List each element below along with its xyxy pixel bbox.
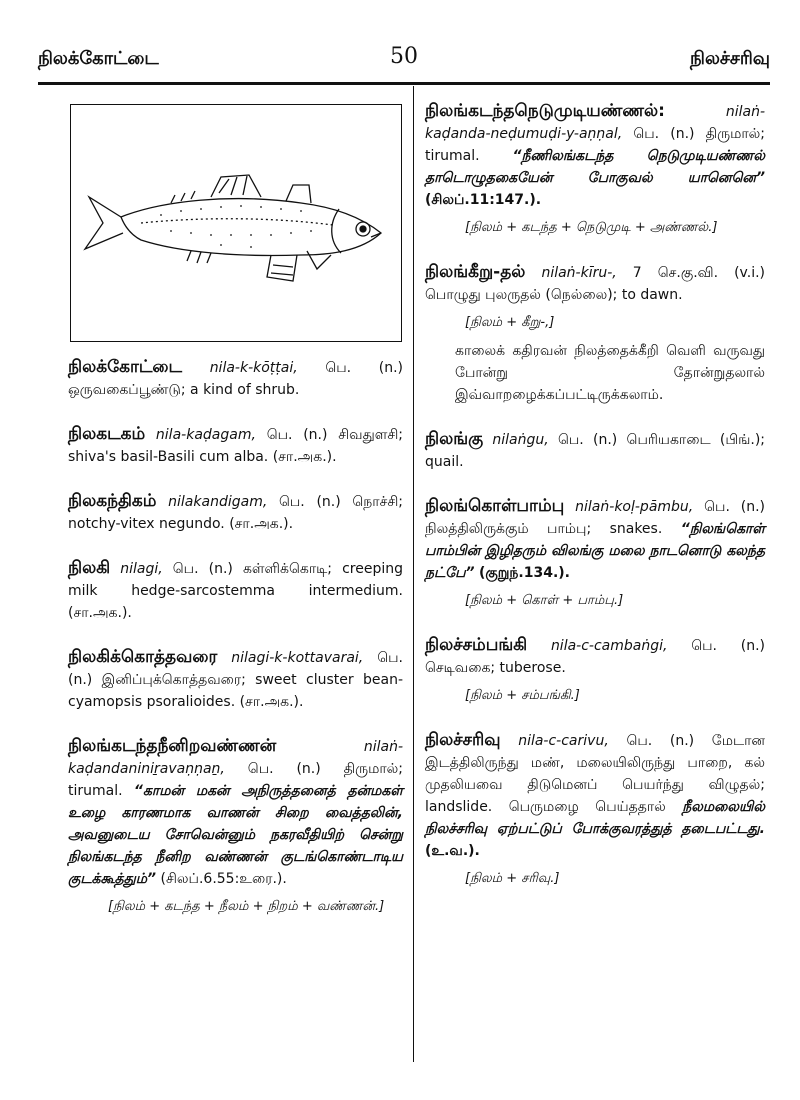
transliteration: nila-k-kōṭṭai, [209, 360, 298, 376]
transliteration: nilaṅ-kaḍandaniniṟavaṇṇaṉ, [68, 739, 403, 777]
definition: பெ. (n.) ஒருவகைப்பூண்டு; a kind of shrub. [68, 360, 403, 398]
entry-nilankiru [425, 261, 765, 406]
headword: நிலச்சம்பங்கி [425, 635, 528, 655]
header-right-guideword: நிலச்சரிவு [690, 48, 770, 69]
headword: நிலகடகம் [68, 424, 146, 444]
headword: நிலங்கு [425, 429, 484, 449]
entry-nilacchambangi [425, 634, 765, 707]
column-divider [413, 86, 414, 1062]
etymology: [நிலம் + கடந்த + நீலம் + நிறம் + வண்ணன்.] [108, 899, 385, 914]
fish-figure [70, 104, 402, 342]
definition: பெ. (n.) இனிப்புக்கொத்தவரை; sweet cluster bean-cyamopsis psoralioides. [68, 650, 403, 710]
definition: பெ. (n.) நிலத்திலிருக்கும் பாம்பு; snakes. [425, 499, 766, 537]
entry-nilangu [425, 428, 765, 473]
source-ref: (சா.அக.). [272, 449, 337, 465]
headword: நிலங்கீறு-தல் [425, 262, 526, 282]
etymology: [நிலம் + கீறு-,] [465, 315, 555, 330]
source-ref: (குறுந்.134.). [478, 565, 570, 581]
entry-nilaccharivu [425, 729, 765, 890]
entry-nilankadandaniniravannan [68, 735, 403, 918]
definition: பெ. (n.) செடிவகை; tuberose. [425, 638, 765, 676]
definition: பெ. (n.) மேடான இடத்திலிருந்து மண், மலையிலிருந்து பாறை, கல் முதலியவை திடுமெனப் பெயர்ந்து விழுதல்; landslide. பெருமழை பெய்ததால் [425, 733, 766, 815]
definition: பெ. (n.) கள்ளிக்கொடி; creeping milk hedge-sarcostemma intermedium. [68, 561, 403, 599]
header-rule [38, 82, 770, 85]
source-ref: (உ.வ.). [425, 843, 480, 859]
definition: 7 செ.கு.வி. (v.i.) பொழுது புலருதல் (நெல்லை); to dawn. [425, 265, 765, 303]
transliteration: nilaṅgu, [492, 432, 549, 448]
headword: நிலங்கடந்தநீனிறவண்ணன் [68, 736, 277, 756]
entry-nilakandigam [68, 490, 403, 535]
literary-quote: “நீணிலங்கடந்த நெடுமுடியண்ணல் தாடொழுதகையேன் போகுவல் யானெனெ” [425, 148, 765, 186]
headword: நிலகந்திகம் [68, 491, 157, 511]
headword: நிலங்கொள்பாம்பு [425, 496, 565, 516]
etymology: [நிலம் + சரிவு.] [465, 871, 560, 886]
transliteration: nilaṅ-kaḍanda-neḍumuḍi-y-aṇṇal, [425, 104, 765, 142]
transliteration: nilaṅ-koḷ-pāmbu, [575, 499, 694, 515]
headword: நிலகிக்கொத்தவரை [68, 647, 218, 667]
definition: பெ. (n.) திருமால்; tirumal. [425, 126, 765, 164]
entry-nilankolpambu [425, 495, 765, 612]
etymology: [நிலம் + சம்பங்கி.] [465, 688, 580, 703]
entry-nilagi [68, 557, 403, 624]
left-column [68, 356, 403, 940]
usage-example: நீலமலையில் நிலச்சரிவு ஏற்பட்டுப் போக்குவரத்துத் தடைபட்டது. [425, 799, 766, 837]
page-header [38, 42, 770, 82]
transliteration: nilaṅ-kīru-, [541, 265, 617, 281]
header-left-guideword: நிலக்கோட்டை [38, 48, 159, 69]
source-ref: (சா.அக.). [239, 694, 304, 710]
transliteration: nila-c-cambaṅgi, [550, 638, 668, 654]
right-column [425, 100, 765, 912]
transliteration: nilagi, [120, 561, 163, 577]
headword: நிலகி [68, 558, 111, 578]
definition: பெ. (n.) சிவதுளசி; shiva's basil-Basili cum alba. [68, 427, 404, 465]
transliteration: nilakandigam, [168, 494, 268, 510]
entry-nilankadanda-nedumudi [425, 100, 765, 239]
transliteration: nilagi-k-kottavarai, [231, 650, 364, 666]
source-ref: (சா.அக.). [68, 605, 132, 621]
fish-illustration-icon [71, 105, 401, 341]
source-ref: (சிலப்.11:147.). [425, 192, 542, 208]
literary-quote: “காமன் மகன் அநிருத்தனைத் தன்மகள் உழை காரணமாக வாணன் சிறை வைத்தலின், அவனுடைய சோவென்னும் நகரவீதியிற் சென்று நிலங்கடந்த நீனிற வண்ணன் குடங்கொண்டாடிய குடக்கூத்தும்” [68, 783, 403, 887]
headword: நிலச்சரிவு [425, 730, 501, 750]
entry-nilakadagam [68, 423, 403, 468]
headword: நிலக்கோட்டை [68, 357, 183, 377]
definition: பெ. (n.) நொச்சி; notchy-vitex negundo. [68, 494, 404, 532]
etymology: [நிலம் + கடந்த + நெடுமுடி + அண்ணல்.] [465, 220, 718, 235]
transliteration: nila-kaḍagam, [155, 427, 256, 443]
definition: பெ. (n.) திருமால்; tirumal. [68, 761, 403, 799]
definition: பெ. (n.) பெரியகாடை (பிங்.); quail. [425, 432, 766, 470]
source-ref: (சிலப்.6.55:உரை.). [160, 871, 287, 887]
source-ref: (சா.அக.). [229, 516, 294, 532]
entry-nilagi-k-kottavarai [68, 646, 403, 713]
transliteration: nila-c-carivu, [518, 733, 609, 749]
literary-quote: “நிலங்கொள் பாம்பின் இழிதரும் விலங்கு மலை நாடனொடு கலந்த நட்பே” [425, 521, 765, 581]
entry-nilakkottai [68, 356, 403, 401]
etymology: [நிலம் + கொள் + பாம்பு.] [465, 593, 624, 608]
headword: நிலங்கடந்தநெடுமுடியண்ணல்: [425, 101, 665, 121]
page-number: 50 [390, 44, 418, 69]
note-paragraph: காலைக் கதிரவன் நிலத்தைக்கீறி வெளி வருவது போன்று தோன்றுதலால் இவ்வாறழைக்கப்பட்டிருக்கலாம். [455, 343, 765, 403]
